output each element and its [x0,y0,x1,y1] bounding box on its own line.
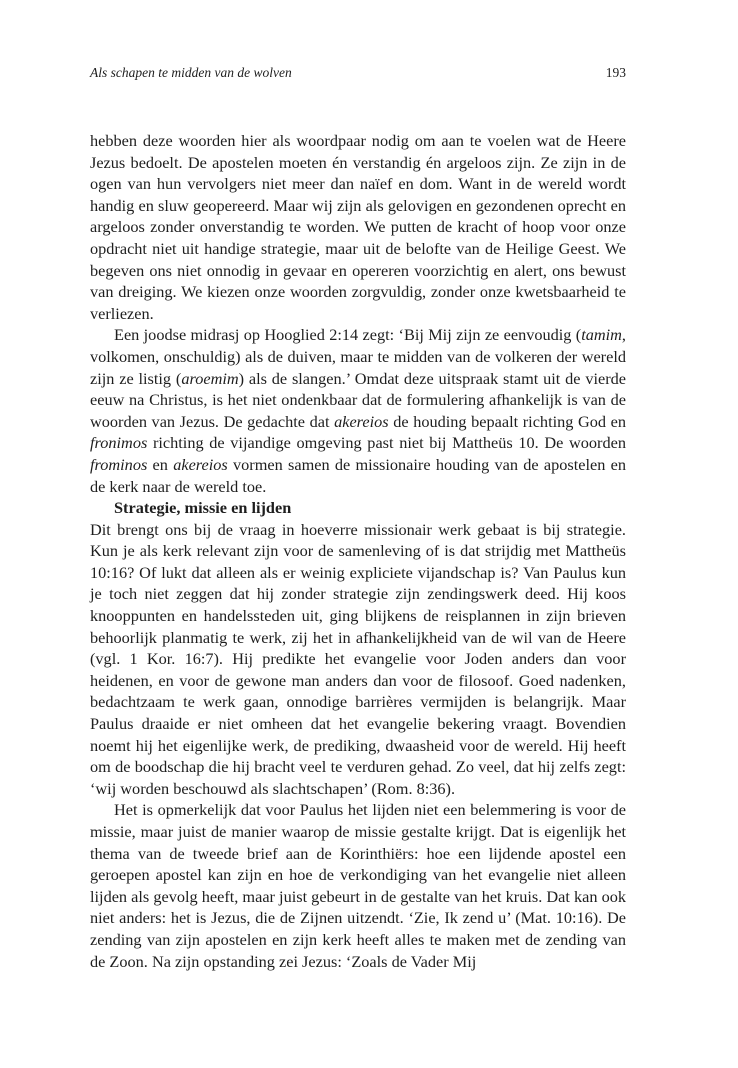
paragraph-1: hebben deze woorden hier als woordpaar nodig om aan te voelen wat de Heere Jezus bedoelt. De apostelen moeten én verstandig én argeloos zijn. Ze zijn in de ogen van hun vervolgers niet meer dan naïef en dom. Want in de wereld wordt handig en sluw geopereerd. Maar wij zijn als gelovigen en gezondenen oprecht en argeloos zonder onverstandig te worden. We putten de kracht of hoop voor onze opdracht niet uit handige strategie, maar uit de belofte van de Heilige Geest. We begeven ons niet onnodig in gevaar en opereren voorzichtig en alert, ons bewust van dreiging. We kiezen onze woorden zorgvuldig, zonder onze kwetsbaarheid te verliezen. [90,131,626,323]
running-head [90,64,626,82]
p2-term-akereios: akereios [334,411,389,431]
p2-text-1: Een joodse midrasj op Hooglied 2:14 zegt: ‘Bij Mij zijn ze eenvoudig ( [114,325,582,345]
page-number: 193 [605,65,626,80]
paragraph-2 [90,324,626,497]
section-heading: Strategie, missie en lijden [114,498,292,518]
p2-term-frominos: frominos [90,454,148,474]
p2-text-2: , volkomen, onschuldig) als de duiven, maar te midden van de volkeren der wereld zijn ze listig ( [90,325,626,388]
p2-term-akereios-2: akereios [173,454,228,474]
p2-term-aroemim: aroemim [181,368,239,388]
p2-text-7: vormen samen de missionaire houding van de apostelen en de kerk naar de wereld toe. [90,454,626,496]
p2-text-4: de houding bepaalt richting God en [388,411,626,431]
running-title: Als schapen te midden van de wolven [90,65,292,80]
p2-text-5: richting de vijandige omgeving past niet bij Mattheüs 10. De woorden [147,433,626,453]
p2-text-6: en [147,454,174,474]
p2-term-tamim: tamim [581,325,622,345]
body-text [90,130,626,972]
p2-text-3: ) als de slangen.’ Omdat deze uitspraak stamt uit de vierde eeuw na Christus, is het niet ondenkbaar dat de formulering afhankelijk is van de woorden van Jezus. De gedachte dat [90,368,626,431]
paragraph-3: Dit brengt ons bij de vraag in hoeverre missionair werk gebaat is bij strategie. Kun je als kerk relevant zijn voor de samenleving of is dat strijdig met Mattheüs 10:16? Of lukt dat alleen als er weinig expliciete vijandschap is? Van Paulus kun je toch niet zeggen dat hij zonder strategie zijn zendingswerk deed. Hij koos knooppunten en handelssteden uit, ging blijkens de reisplannen in zijn brieven behoorlijk planmatig te werk, zij het in afhankelijkheid van de wil van de Heere (vgl. 1 Kor. 16:7). Hij predikte het evangelie voor Joden anders dan voor heidenen, en voor de gewone man anders dan voor de filosoof. Goed nadenken, bedachtzaam te werk gaan, onnodige barrières vermijden is belangrijk. Maar Paulus draaide er niet omheen dat het evangelie bekering vraagt. Bovendien noemt hij het eigenlijke werk, de prediking, dwaasheid voor de wereld. Hij heeft om de boodschap die hij bracht veel te verduren gehad. Zo veel, dat hij zelfs zegt: ‘wij worden beschouwd als slachtschapen’ (Rom. 8:36). [90,519,626,798]
paragraph-4: Het is opmerkelijk dat voor Paulus het lijden niet een belemmering is voor de missie, maar juist de manier waarop de missie gestalte krijgt. Dat is eigenlijk het thema van de tweede brief aan de Korinthiërs: hoe een lijdende apostel een geroepen apostel kan zijn en hoe de verkondiging van het evangelie niet alleen lijden als gevolg heeft, maar juist gebeurt in de gestalte van het kruis. Dat kan ook niet anders: het is Jezus, die de Zijnen uitzendt. ‘Zie, Ik zend u’ (Mat. 10:16). De zending van zijn apostelen en zijn kerk heeft alles te maken met de zending van de Zoon. Na zijn opstanding zei Jezus: ‘Zoals de Vader Mij [90,800,626,971]
p2-term-fronimos: fronimos [90,433,148,453]
